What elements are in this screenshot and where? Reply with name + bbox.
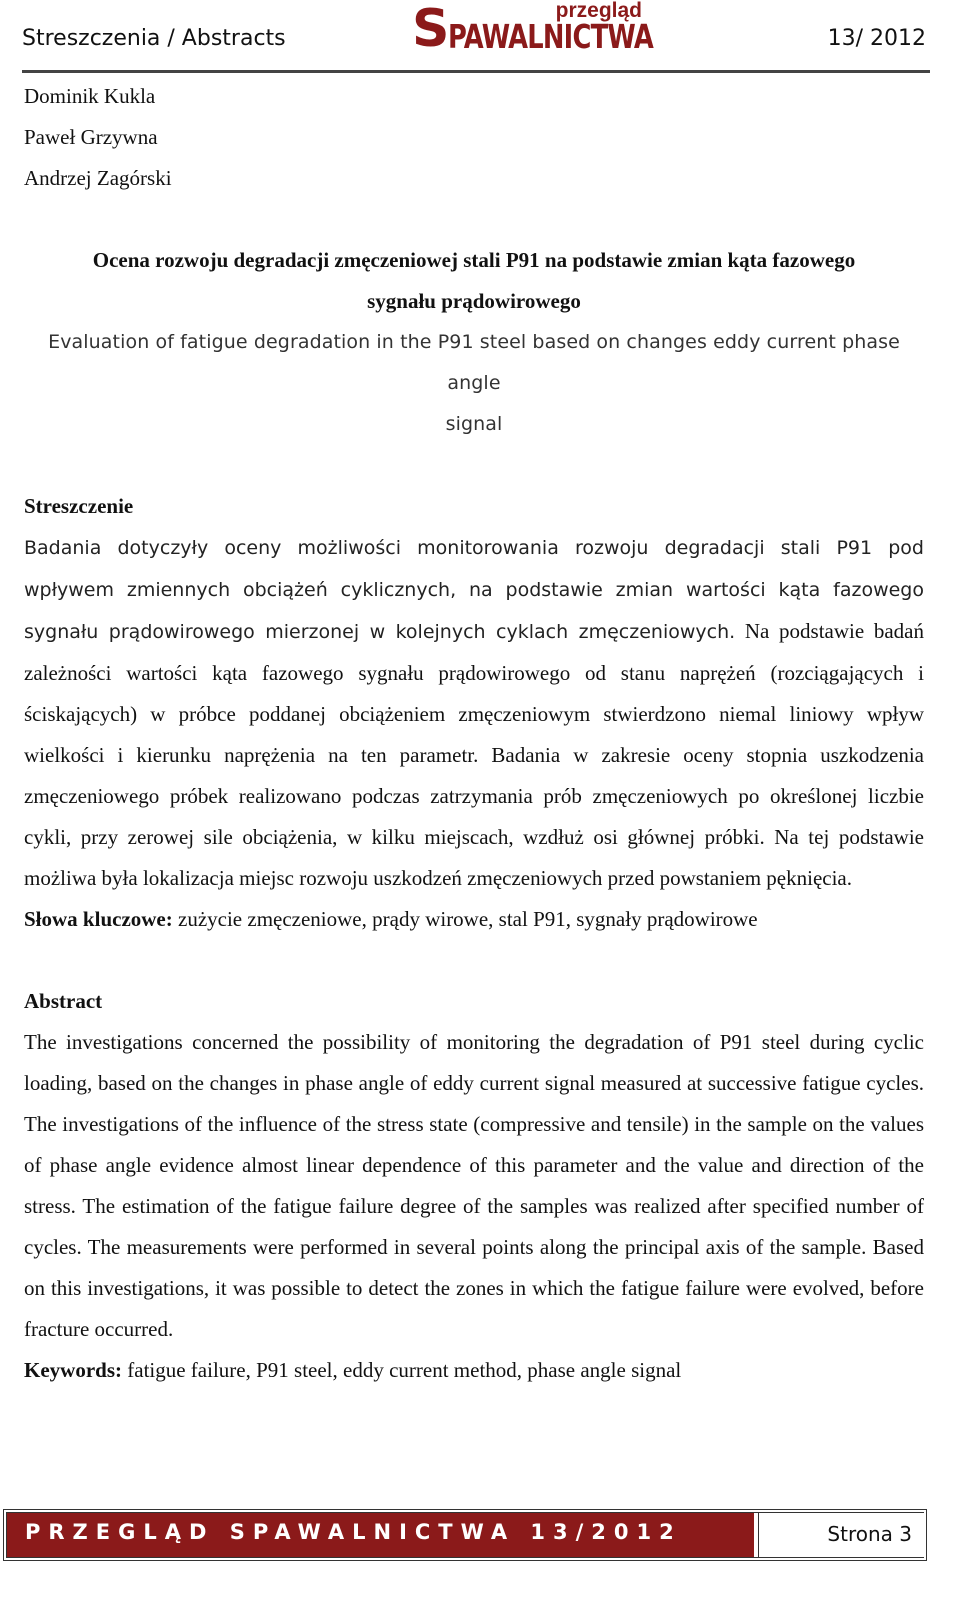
- page-footer: [3, 1509, 927, 1561]
- author: Paweł Grzywna: [24, 125, 158, 149]
- keywords-en: fatigue failure, P91 steel, eddy current method, phase angle signal: [122, 1358, 682, 1382]
- keywords-label-pl: Słowa kluczowe:: [24, 907, 173, 931]
- footer-page-box: [758, 1513, 924, 1557]
- streszczenie-body: [24, 527, 924, 899]
- streszczenie-body-part2: Na podstawie badań zależności wartości kąta fazowego sygnału prądowirowego od stanu naprężeń (rozciągających i ściskających) w próbce poddanej obciążeniem zmęczeniowym stwierdzono niemal liniowy wpływ wielkości i kierunku naprężenia na ten parametr. Badania w zakresie oceny stopnia uszkodzenia zmęczeniowego próbek realizowano podczas zatrzymania prób zmęczeniowych po określonej liczbie cykli, przy zerowej sile obciążenia, w kilku miejscach, wzdłuż osi głównej próbki. Na tej podstawie możliwa była lokalizacja miejsc rozwoju uszkodzeń zmęczeniowych przed powstaniem pęknięcia.: [24, 619, 924, 890]
- footer-journal-name: PRZEGLĄD SPAWALNICTWA 13/2012: [25, 1520, 682, 1544]
- logo-small-text: przegląd: [555, 0, 642, 22]
- abstract-body: The investigations concerned the possibility of monitoring the degradation of P91 steel during cyclic loading, based on the changes in phase angle of eddy current signal measured at successive fatigue cycles. The investigations of the influence of the stress state (compressive and tensile) in the sample on the values of phase angle evidence almost linear dependence of this parameter and the value and direction of the stress. The estimation of the fatigue failure degree of the samples was realized after specified number of cycles. The measurements were performed in several points along the principal axis of the sample. Based on this investigations, it was possible to detect the zones in which the fatigue failure were evolved, before fracture occurred.: [24, 1030, 924, 1341]
- title-polish: Ocena rozwoju degradacji zmęczeniowej stali P91 na podstawie zmian kąta fazowego: [92, 248, 856, 272]
- header-issue: 13/ 2012: [827, 26, 926, 51]
- streszczenie-body-part1: Badania dotyczyły oceny możliwości monitorowania rozwoju degradacji stali P91 pod wpływem zmiennych obciążeń cyklicznych, na podstawie zmian wartości kąta fazowego sygnału prądowirowego mierzonej w kolejnych cyklach zmęczeniowych.: [24, 537, 924, 643]
- author: Dominik Kukla: [24, 84, 156, 108]
- journal-logo: [412, 0, 653, 59]
- footer-journal-band: [7, 1513, 758, 1557]
- keywords-pl: zużycie zmęczeniowe, prądy wirowe, stal P91, sygnały prądowirowe: [172, 907, 758, 931]
- title-polish-continued: sygnału prądowirowego: [367, 289, 581, 313]
- logo-name: PAWALNICTWA: [448, 17, 653, 56]
- header-divider: [22, 70, 930, 73]
- streszczenie-heading: Streszczenie: [24, 494, 134, 518]
- article-content: [24, 76, 924, 1391]
- streszczenie-keywords: [24, 899, 924, 940]
- logo-initial: S: [412, 0, 450, 59]
- abstract-keywords: [24, 1350, 924, 1391]
- page-number: Strona 3: [827, 1522, 912, 1546]
- keywords-label-en: Keywords:: [24, 1358, 122, 1382]
- title-english-continued: signal: [445, 413, 503, 435]
- abstract-heading: Abstract: [24, 989, 103, 1013]
- title-english: Evaluation of fatigue degradation in the P91 steel based on changes eddy current phase angle: [48, 331, 900, 394]
- header-section-title: Streszczenia / Abstracts: [22, 26, 286, 51]
- author: Andrzej Zagórski: [24, 166, 172, 190]
- page-header: [22, 0, 930, 75]
